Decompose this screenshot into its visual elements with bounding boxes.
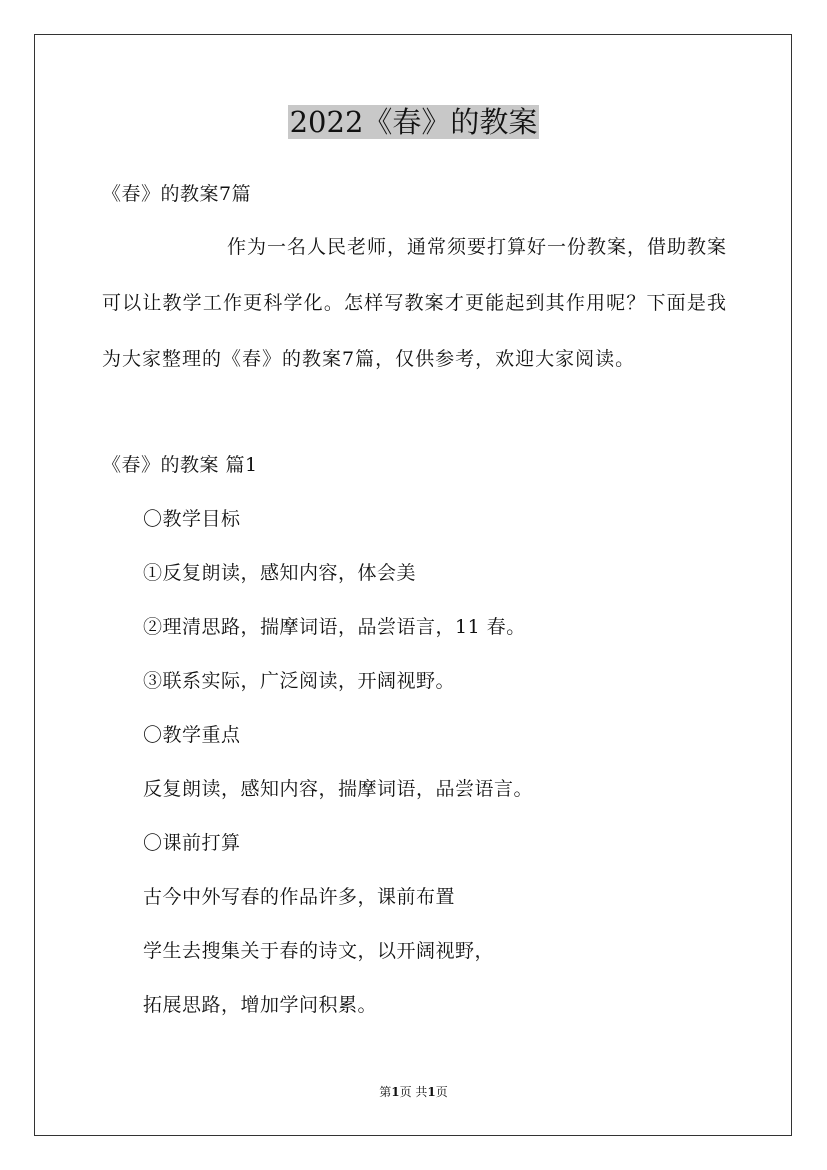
footer-page-number: 1 <box>391 1085 400 1099</box>
list-item: 反复朗读，感知内容，揣摩词语，品尝语言。 <box>143 778 534 800</box>
list-item: 学生去搜集关于春的诗文，以开阔视野， <box>143 940 495 962</box>
document-title <box>0 100 827 144</box>
document-title-text: 2022《春》的教案 <box>289 105 538 139</box>
list-item: 古今中外写春的作品许多，课前布置 <box>143 886 456 908</box>
list-item: 〇课前打算 <box>143 832 241 854</box>
footer-suffix: 页 <box>435 1085 448 1099</box>
list-item: ①反复朗读，感知内容，体会美 <box>143 562 417 584</box>
page-footer <box>0 1083 827 1101</box>
list-item: 拓展思路，增加学问积累。 <box>143 994 378 1016</box>
footer-total-pages: 1 <box>427 1085 436 1099</box>
list-item: ②理清思路，揣摩词语，品尝语言，11 春。 <box>143 616 526 638</box>
list-item: ③联系实际，广泛阅读，开阔视野。 <box>143 670 456 692</box>
intro-paragraph: 作为一名人民老师，通常须要打算好一份教案，借助教案可以让教学工作更科学化。怎样写教案才更能起到其作用呢？下面是我为大家整理的《春》的教案7篇，仅供参考，欢迎大家阅读。 <box>102 236 728 370</box>
footer-middle: 页 共 <box>399 1085 428 1099</box>
footer-prefix: 第 <box>379 1085 392 1099</box>
section-heading: 《春》的教案 篇1 <box>102 454 258 476</box>
document-subtitle: 《春》的教案7篇 <box>102 183 252 205</box>
list-item: 〇教学重点 <box>143 724 241 746</box>
list-item: 〇教学目标 <box>143 508 241 530</box>
